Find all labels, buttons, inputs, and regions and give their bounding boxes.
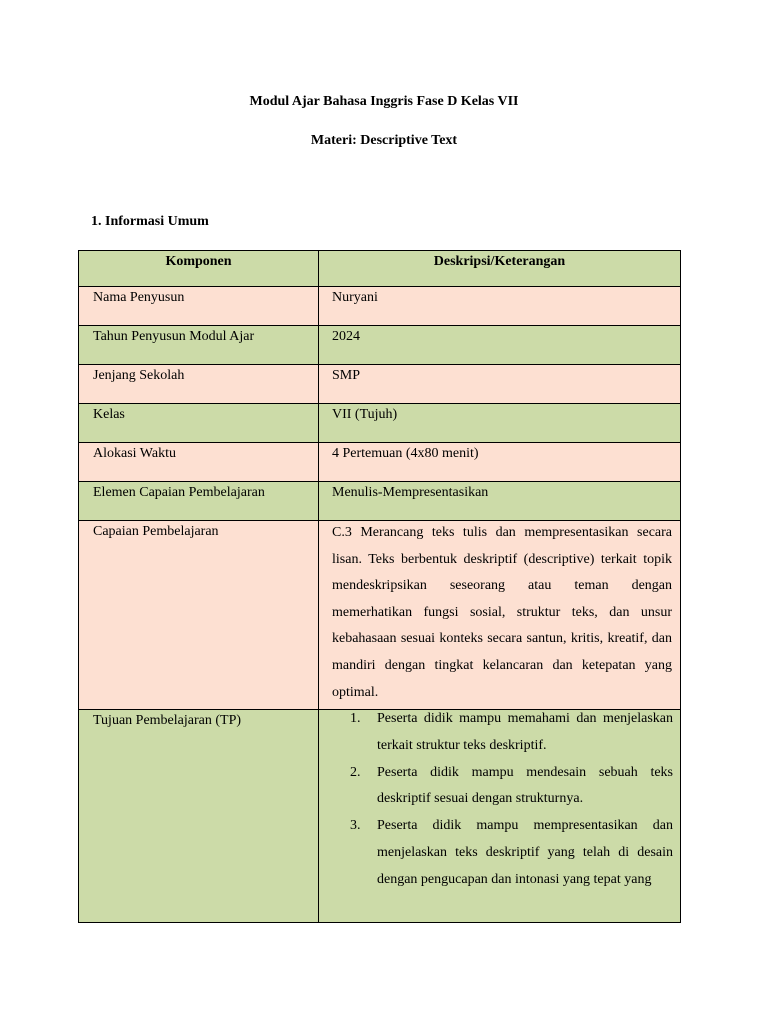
row-value: 2024 xyxy=(319,326,681,365)
list-item: 2. Peserta didik mampu mendesain sebuah teks deskriptif sesuai dengan strukturnya. xyxy=(364,760,673,814)
row-value: C.3 Merancang teks tulis dan mempresentasikan secara lisan. Teks berbentuk deskriptif (descriptive) terkait topik mendeskripsikan seseorang atau teman dengan memerhatikan fungsi sosial, struktur teks, dan unsur kebahasaan sesuai konteks secara santun, kritis, kreatif, dan mandiri dengan tingkat kelancaran dan ketepatan yang optimal. xyxy=(319,521,681,710)
column-header: Komponen xyxy=(79,251,319,287)
list-item: 3. Peserta didik mampu mempresentasikan dan menjelaskan teks deskriptif yang telah di desain dengan pengucapan dan intonasi yang tepat yang xyxy=(364,813,673,893)
row-value: SMP xyxy=(319,365,681,404)
row-label: Tahun Penyusun Modul Ajar xyxy=(79,326,319,365)
table-row xyxy=(79,482,681,521)
row-label: Elemen Capaian Pembelajaran xyxy=(79,482,319,521)
row-label: Alokasi Waktu xyxy=(79,443,319,482)
row-label: Kelas xyxy=(79,404,319,443)
table-row xyxy=(79,287,681,326)
row-value xyxy=(319,710,681,923)
table-row xyxy=(79,710,681,923)
row-value: 4 Pertemuan (4x80 menit) xyxy=(319,443,681,482)
list-item: 1. Peserta didik mampu memahami dan menjelaskan terkait struktur teks deskriptif. xyxy=(364,706,673,760)
section-heading: 1. Informasi Umum xyxy=(91,214,209,229)
table-row xyxy=(79,365,681,404)
row-value: VII (Tujuh) xyxy=(319,404,681,443)
table-row xyxy=(79,326,681,365)
document-subtitle: Materi: Descriptive Text xyxy=(310,133,458,148)
table-row xyxy=(79,404,681,443)
info-table xyxy=(78,250,681,923)
row-label: Nama Penyusun xyxy=(79,287,319,326)
row-label: Jenjang Sekolah xyxy=(79,365,319,404)
document-title: Modul Ajar Bahasa Inggris Fase D Kelas VII xyxy=(249,94,519,109)
table-row xyxy=(79,443,681,482)
column-header: Deskripsi/Keterangan xyxy=(319,251,681,287)
objectives-list xyxy=(319,706,680,894)
table-row xyxy=(79,521,681,710)
row-label: Capaian Pembelajaran xyxy=(79,521,319,710)
row-value: Nuryani xyxy=(319,287,681,326)
table-header-row xyxy=(79,251,681,287)
row-label: Tujuan Pembelajaran (TP) xyxy=(79,710,319,923)
row-value: Menulis-Mempresentasikan xyxy=(319,482,681,521)
